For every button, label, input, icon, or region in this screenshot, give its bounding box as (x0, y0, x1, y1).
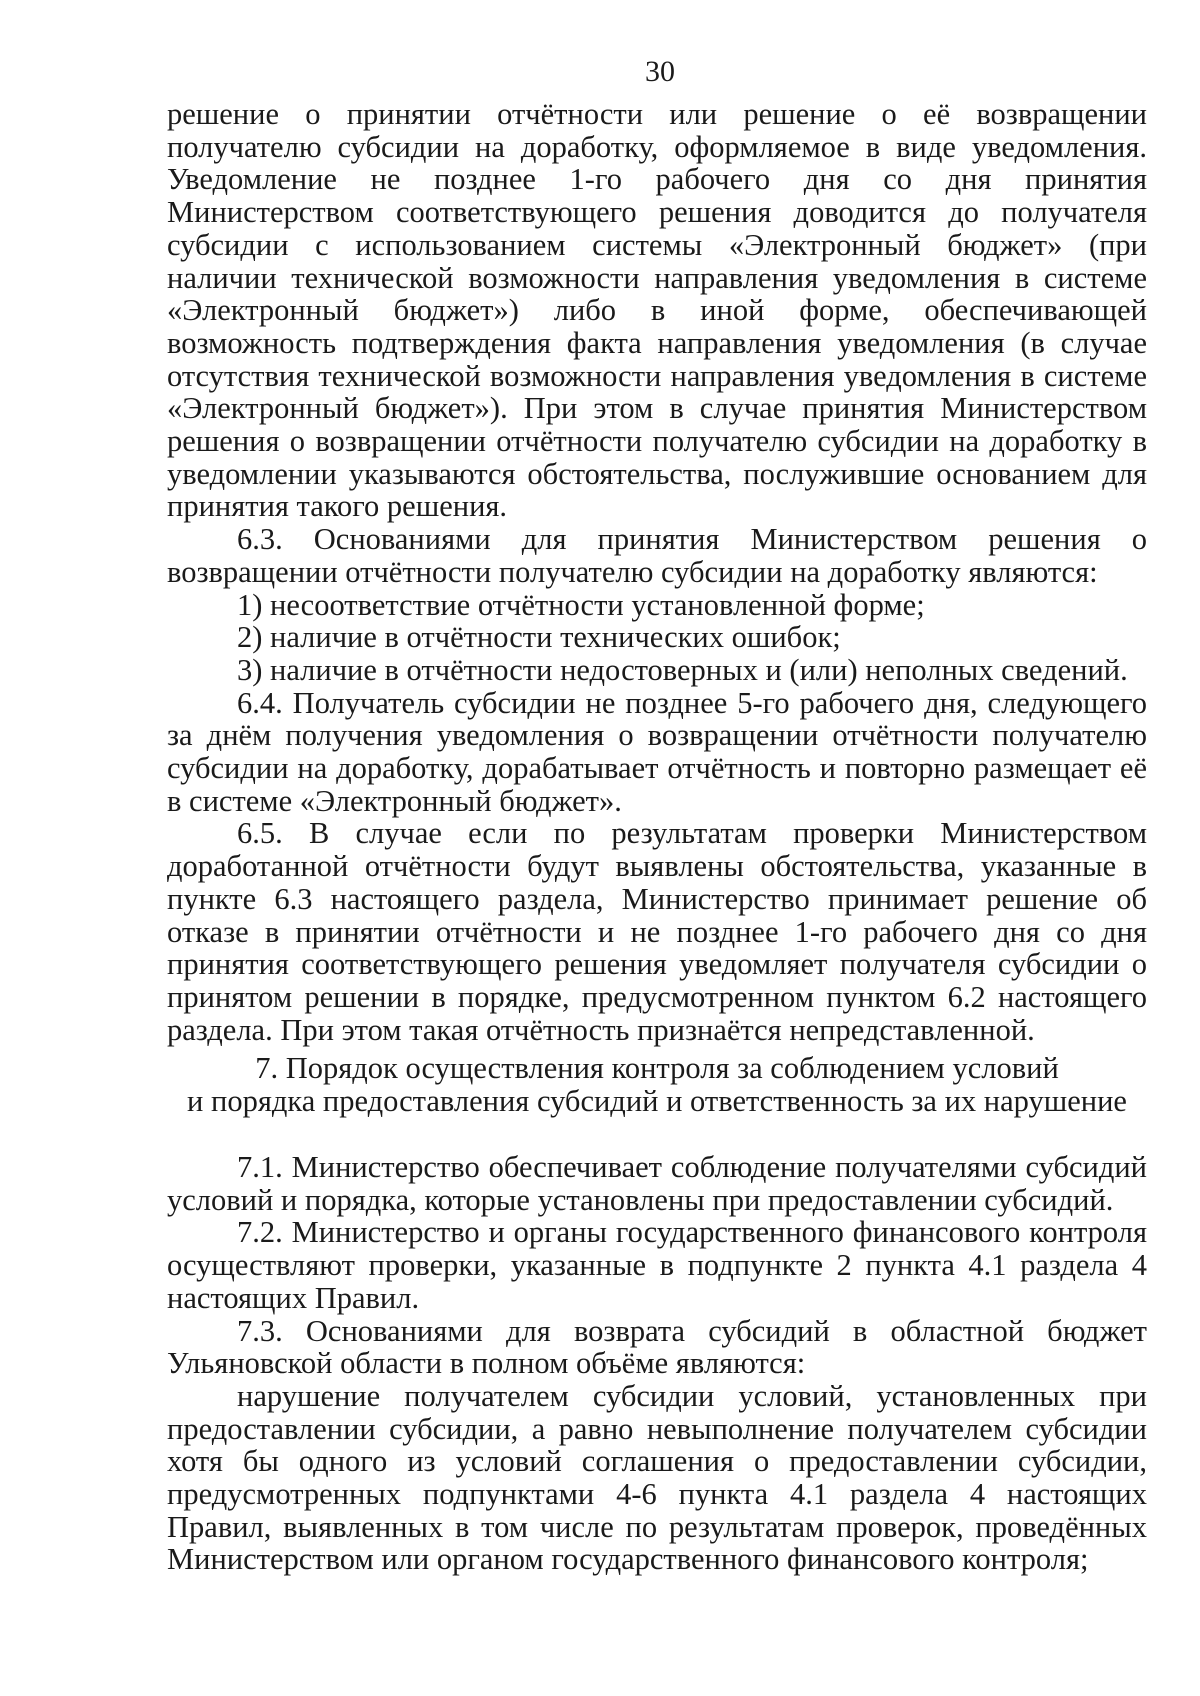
list-item: 3) наличие в отчётности недостоверных и (или) неполных сведений. (237, 652, 1128, 687)
section-7-heading (167, 1052, 1147, 1117)
section-7-text (167, 1151, 1147, 1576)
paragraph-6-5: 6.5. В случае если по результатам проверки Министерством доработанной отчётности будут выявлены обстоятельства, указанные в пункте 6.3 настоящего раздела, Министерство принимает решение об отказе в принятии отчётности и не позднее 1-го рабочего дня со дня принятия соответствующего решения уведомляет получателя субсидии о принятом решении в порядке, предусмотренном пунктом 6.2 настоящего раздела. При этом такая отчётность признаётся непредставленной. (167, 816, 1147, 1047)
paragraph-7-3: 7.3. Основаниями для возврата субсидий в областной бюджет Ульяновской области в полном объёме являются: (167, 1313, 1147, 1381)
paragraph-6-3: 6.3. Основаниями для принятия Министерством решения о возвращении отчётности получателю субсидии на доработку являются: (167, 522, 1147, 589)
section-7-heading-line-2: и порядка предоставления субсидий и ответственность за их нарушение (187, 1083, 1127, 1118)
list-item: 2) наличие в отчётности технических ошибок; (237, 620, 841, 655)
paragraph-7-3-item: нарушение получателем субсидии условий, установленных при предоставлении субсидии, а равно невыполнение получателем субсидии хотя бы одного из условий соглашения о предоставлении субсидии, предусмотренных подпунктами 4-6 пункта 4.1 раздела 4 настоящих Правил, выявленных в том числе по результатам проверок, проведённых Министерством или органом государственного финансового контроля; (167, 1378, 1147, 1577)
list-item: 1) несоответствие отчётности установленной форме; (237, 587, 925, 622)
paragraph-7-2: 7.2. Министерство и органы государственного финансового контроля осуществляют проверки, указанные в подпункте 2 пункта 4.1 раздела 4 настоящих Правил. (167, 1215, 1147, 1315)
paragraph-6-4: 6.4. Получатель субсидии не позднее 5-го рабочего дня, следующего за днём получения уведомления о возвращении отчётности получателю субсидии на доработку, дорабатывает отчётность и повторно размещает её в системе «Электронный бюджет». (167, 685, 1147, 818)
section-6-text (167, 98, 1147, 1046)
paragraph-6-2-continuation: решение о принятии отчётности или решение о её возвращении получателю субсидии на доработку, оформляемое в виде уведомления. Уведомление не позднее 1-го рабочего дня со дня принятия Министерством соответствующего решения доводится до получателя субсидии с использованием системы «Электронный бюджет» (при наличии технической возможности направления уведомления в системе «Электронный бюджет») либо в иной форме, обеспечивающей возможность подтверждения факта направления уведомления (в случае отсутствия технической возможности направления уведомления в системе «Электронный бюджет»). При этом в случае принятия Министерством решения о возвращении отчётности получателю субсидии на доработку в уведомлении указываются обстоятельства, послужившие основанием для принятия такого решения. (167, 97, 1147, 524)
paragraph-7-1: 7.1. Министерство обеспечивает соблюдение получателями субсидий условий и порядка, которые установлены при предоставлении субсидий. (167, 1150, 1147, 1217)
page-number: 30 (645, 55, 675, 88)
section-7-heading-line-1: 7. Порядок осуществления контроля за соблюдением условий (255, 1051, 1059, 1085)
